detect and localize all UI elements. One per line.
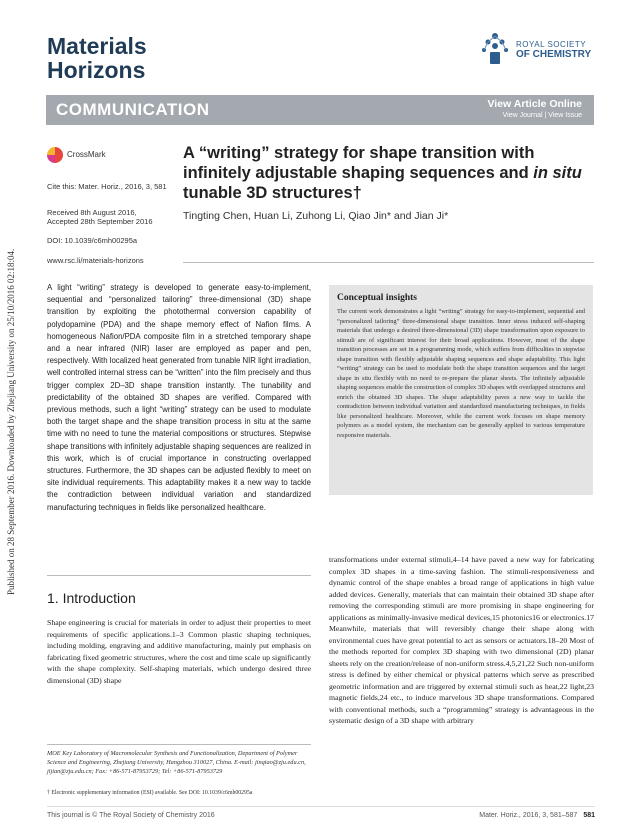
accepted-date: Accepted 28th September 2016	[47, 217, 153, 226]
conceptual-insights-box	[329, 285, 593, 495]
journal-url[interactable]: www.rsc.li/materials-horizons	[47, 256, 144, 265]
journal-title[interactable]	[47, 34, 147, 82]
received-date: Received 8th August 2016,	[47, 208, 137, 217]
crossmark-icon	[47, 147, 63, 163]
journal-title-line1: Materials	[47, 33, 147, 59]
author-list: Tingting Chen, Huan Li, Zuhong Li, Qiao Jin* and Jian Ji*	[183, 210, 449, 222]
header-divider	[183, 262, 594, 263]
intro-right-column: transformations under external stimuli,4–14 have paved a new way for fabricating complex 3D shapes in a time-saving fashion. The stimuli-responsiveness and dynamic control of the shape enables a broad range of applications in high value added devices. Generally, materials that can maintain their obtained 3D shape after removing the corresponding stimuli are more promising in shape engineering for applications as minimally-invasive medical devices,15 photonics16 or electronics.17 Meanwhile, materials that will reversibly change their shape along with environmental cues have great potential to act as sensors or actuators.18–20 Most of the methods reported for complex 3D shaping with two dimensional (2D) planar sheets rely on the creation/release of non-uniform stress.4,5,21,22 Such non-uniform stress is defined by either chemical or physical patterns which serve as prescribed geometric information and are triggered by external stimuli such as heat,22 light,23 magnetic fields,24 etc., to induce marvelous 3D shape transformations. Compared with conventional methods, such a “programming” strategy is advantageous in the systematic design of a 3D shape with arbitrary	[329, 555, 594, 725]
download-stamp	[6, 165, 18, 595]
affiliation-footnote: MOE Key Laboratory of Macromolecular Synthesis and Functionalization, Department of Polymer Science and Engineering, Zhejiang University, Hangzhou 310027, China. E-mail: jinqiao@zju.edu.cn, jijian@zju.edu.cn; Fax: +86-571-87953729; Tel: +86-571-87953729	[47, 750, 306, 775]
article-type-label: COMMUNICATION	[56, 100, 210, 119]
title-part2: tunable 3D structures†	[183, 184, 362, 202]
download-stamp-text: Published on 28 September 2016. Downloaded by Zhejiang University on 25/10/2016 02:18:04.	[6, 248, 16, 595]
view-article-online-link[interactable]: View Article Online	[487, 98, 582, 110]
esi-footnote[interactable]: † Electronic supplementary information (ESI) available. See DOI: 10.1039/c6mh00295a	[47, 790, 253, 796]
abstract: A light “writing” strategy is developed to generate easy-to-implement, sequential and “personalized tailoring” three-dimensional (3D) shape transition by exploiting the photothermal conversion capability of polydopamine (PDA) and the shape memory effect of Nafion films. A homogeneous Nafion/PDA composite film in a stretched temporary shape and a near infrared (NIR) laser are employed as paper and pen, respectively. With localized heat generated from tunable NIR light irradiation, well controlled internal stress can be “written” into the film precisely and thus trigger complex 2D–3D shape transition instantly. The tunability and predictability of the obtained 3D shapes are verified. Compared with previous methods, such a light “writing” strategy can be used to modulate both the target shape and the shape transition process in situ at the same time with no need to tune the material compositions or structures. Stepwise shape transitions with infinitely adjustable shaping sequences are realized in this work, which is of crucial importance in constructing overlapped structures. Furthermore, the 3D shapes can be adjusted flexibly to meet on site individual requirements. This adaptability makes it a new way to tackle the contradiction between individual variation and standardized manufacturing techniques in fields like personalized healthcare.	[47, 283, 311, 512]
page-number: 581	[583, 812, 595, 819]
citation: Cite this: Mater. Horiz., 2016, 3, 581	[47, 182, 167, 191]
crossmark-badge[interactable]	[47, 147, 117, 165]
section-divider	[47, 575, 311, 576]
publisher-logo[interactable]	[478, 28, 618, 78]
rsc-crest-icon	[478, 30, 512, 70]
insights-heading: Conceptual insights	[337, 293, 417, 303]
logo-line2: OF CHEMISTRY	[516, 49, 592, 60]
article-type-banner	[46, 95, 594, 125]
doi[interactable]: DOI: 10.1039/c6mh00295a	[47, 236, 138, 245]
journal-issue-links[interactable]: View Journal | View Issue	[502, 112, 582, 119]
section-heading-introduction: 1. Introduction	[47, 590, 136, 606]
journal-title-line2: Horizons	[47, 57, 146, 83]
paper-title	[183, 143, 603, 203]
intro-left-column: Shape engineering is crucial for materials in order to adjust their properties to meet requirements of specific applications.1–3 Common plastic shaping techniques, including molding, engraving and additive manufacturing, mainly put emphasis on fabricating fixed geometric structures, where the cost and time scale up significantly with the shape complexity. Self-shaping materials, which undergo desired three dimensional (3D) shape	[47, 618, 311, 685]
crossmark-label: CrossMark	[67, 150, 106, 159]
copyright-footer: This journal is © The Royal Society of Chemistry 2016	[47, 812, 215, 819]
journal-citation-footer: Mater. Horiz., 2016, 3, 581–587	[479, 812, 578, 819]
title-part1: A “writing” strategy for shape transition with infinitely adjustable shaping sequences and	[183, 144, 535, 182]
insights-body: The current work demonstrates a light “writing” strategy for easy-to-implement, sequential and “personalized tailoring” three-dimensional shape transition. Inner stress induced self-shaping materials that undergo a desired three-dimensional (3D) shape transformation upon exposure to stimuli are of significant interest for their broad applications. However, most of the shape transition processes are set in a programming mode, which suffers from difficulties in stepwise shape transition with flexibly adjustable shaping sequences and shape adaptability. This light “writing” strategy can be used to modulate both the shape transition sequences and the target shape in situ flexibly with no need to re-prepare the planar sheets. The infinitely adjustable shaping sequences enable the construction of complex 3D shapes with overlapped structures and enrich the obtained 3D shapes. The shape adaptability paves a new way to tackle the contradiction between individual variation and standardized manufacturing techniques, in fields like personalized healthcare. Moreover, while the current work focuses on shape memory polymers as a model system, the mechanism can be generally applied to various temperature responsive materials.	[337, 308, 585, 439]
page-footer	[479, 812, 595, 819]
logo-line1: ROYAL SOCIETY	[516, 40, 587, 49]
footer-divider	[47, 806, 595, 807]
footnote-divider	[47, 744, 311, 745]
title-italic: in situ	[533, 164, 582, 182]
